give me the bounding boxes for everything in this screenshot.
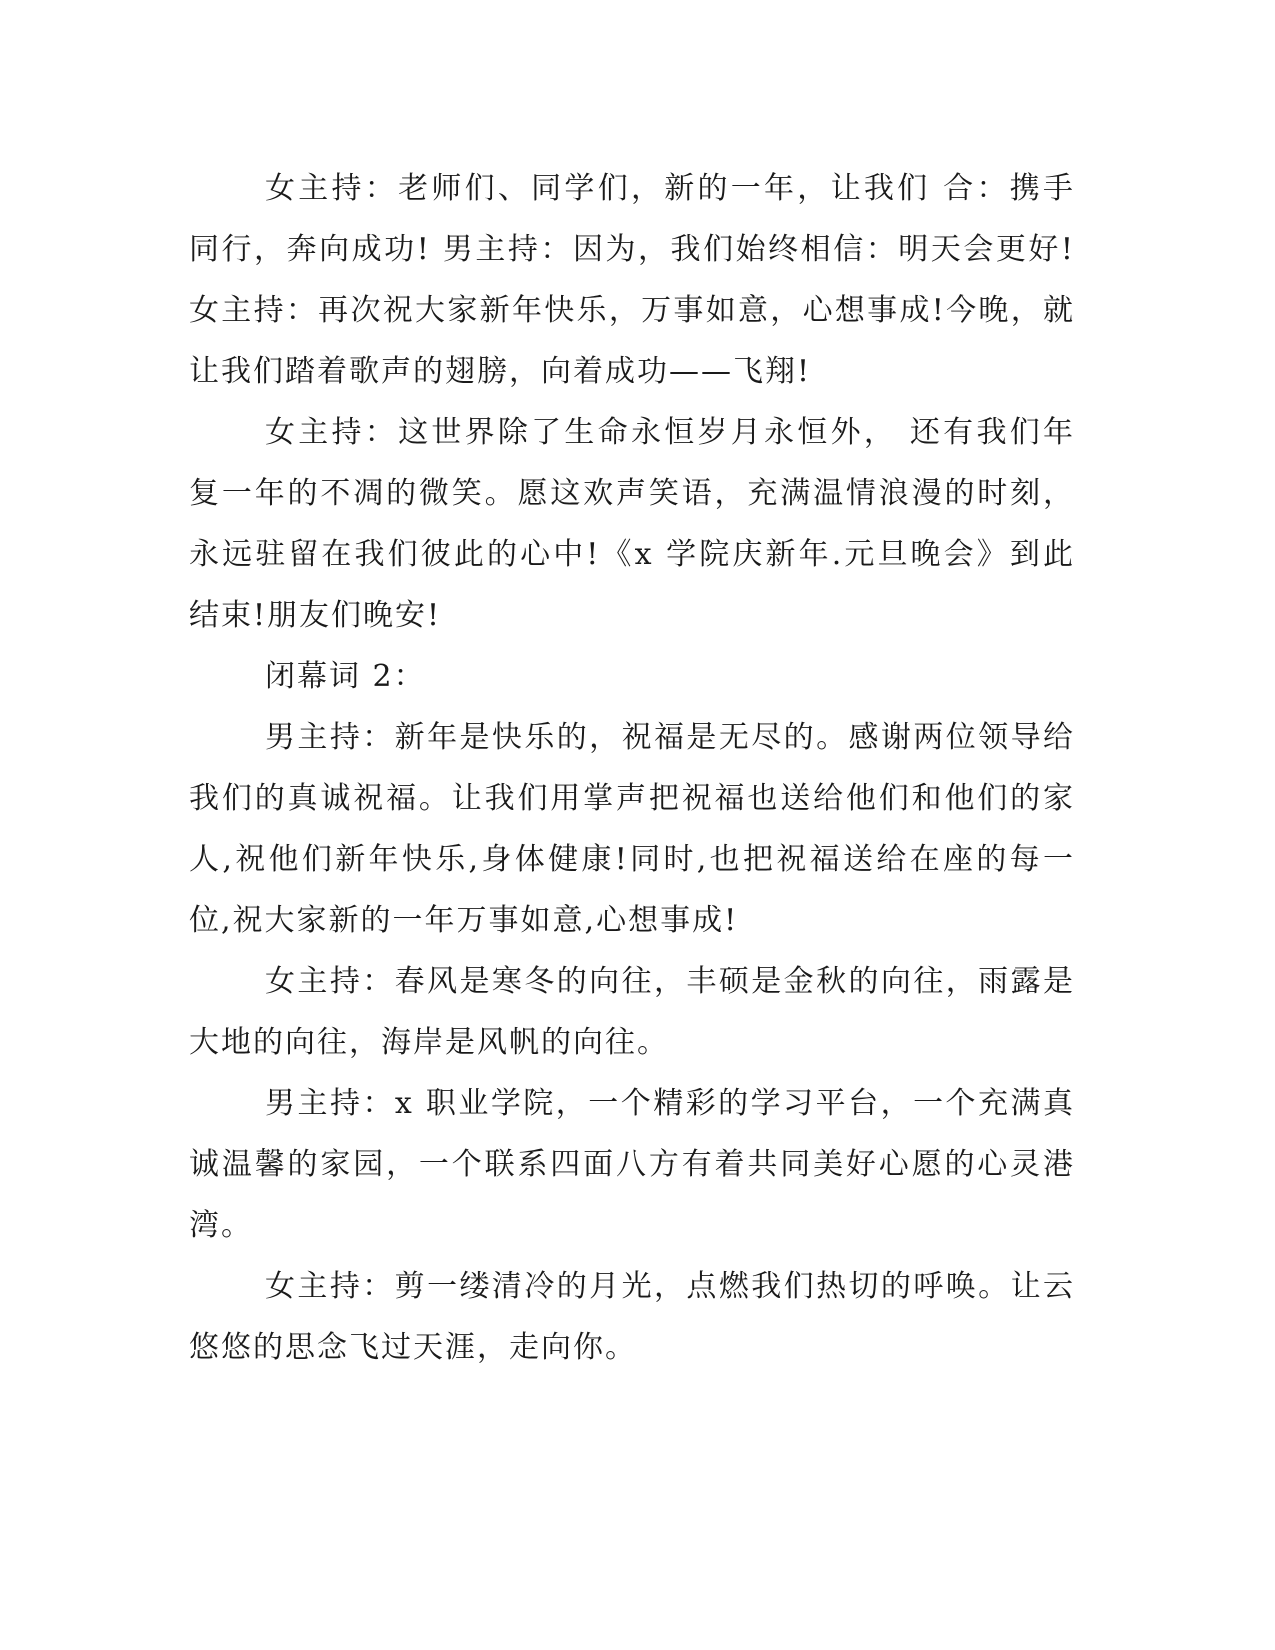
paragraph-female-host-moonlight: 女主持：剪一缕清冷的月光，点燃我们热切的呼唤。让云悠悠的思念飞过天涯，走向你。 xyxy=(189,1269,1075,1365)
paragraph-closing-remarks-1: 女主持：老师们、同学们，新的一年，让我们 合：携手同行，奔向成功! 男主持：因为，我们始终相信：明天会更好! 女主持：再次祝大家新年快乐，万事如意，心想事成!今晚，就让我们踏着歌声的翅膀，向着成功——飞翔! xyxy=(189,171,1075,389)
section-heading: 闭幕词 2： xyxy=(265,659,426,694)
document-body xyxy=(189,158,1075,1378)
paragraph-farewell: 女主持：这世界除了生命永恒岁月永恒外， 还有我们年复一年的不凋的微笑。愿这欢声笑语，充满温情浪漫的时刻，永远驻留在我们彼此的心中!《x 学院庆新年.元旦晚会》到此结束!朋友们晚安! xyxy=(189,415,1075,633)
paragraph-female-host-spring: 女主持：春风是寒冬的向往，丰硕是金秋的向往，雨露是大地的向往，海岸是风帆的向往。 xyxy=(189,964,1075,1060)
paragraph-male-host-college: 男主持：x 职业学院，一个精彩的学习平台，一个充满真诚温馨的家园，一个联系四面八方有着共同美好心愿的心灵港湾。 xyxy=(189,1086,1075,1243)
paragraph-male-host-blessing: 男主持：新年是快乐的，祝福是无尽的。感谢两位领导给我们的真诚祝福。让我们用掌声把祝福也送给他们和他们的家人,祝他们新年快乐,身体健康!同时,也把祝福送给在座的每一位,祝大家新的一年万事如意,心想事成! xyxy=(189,720,1075,938)
